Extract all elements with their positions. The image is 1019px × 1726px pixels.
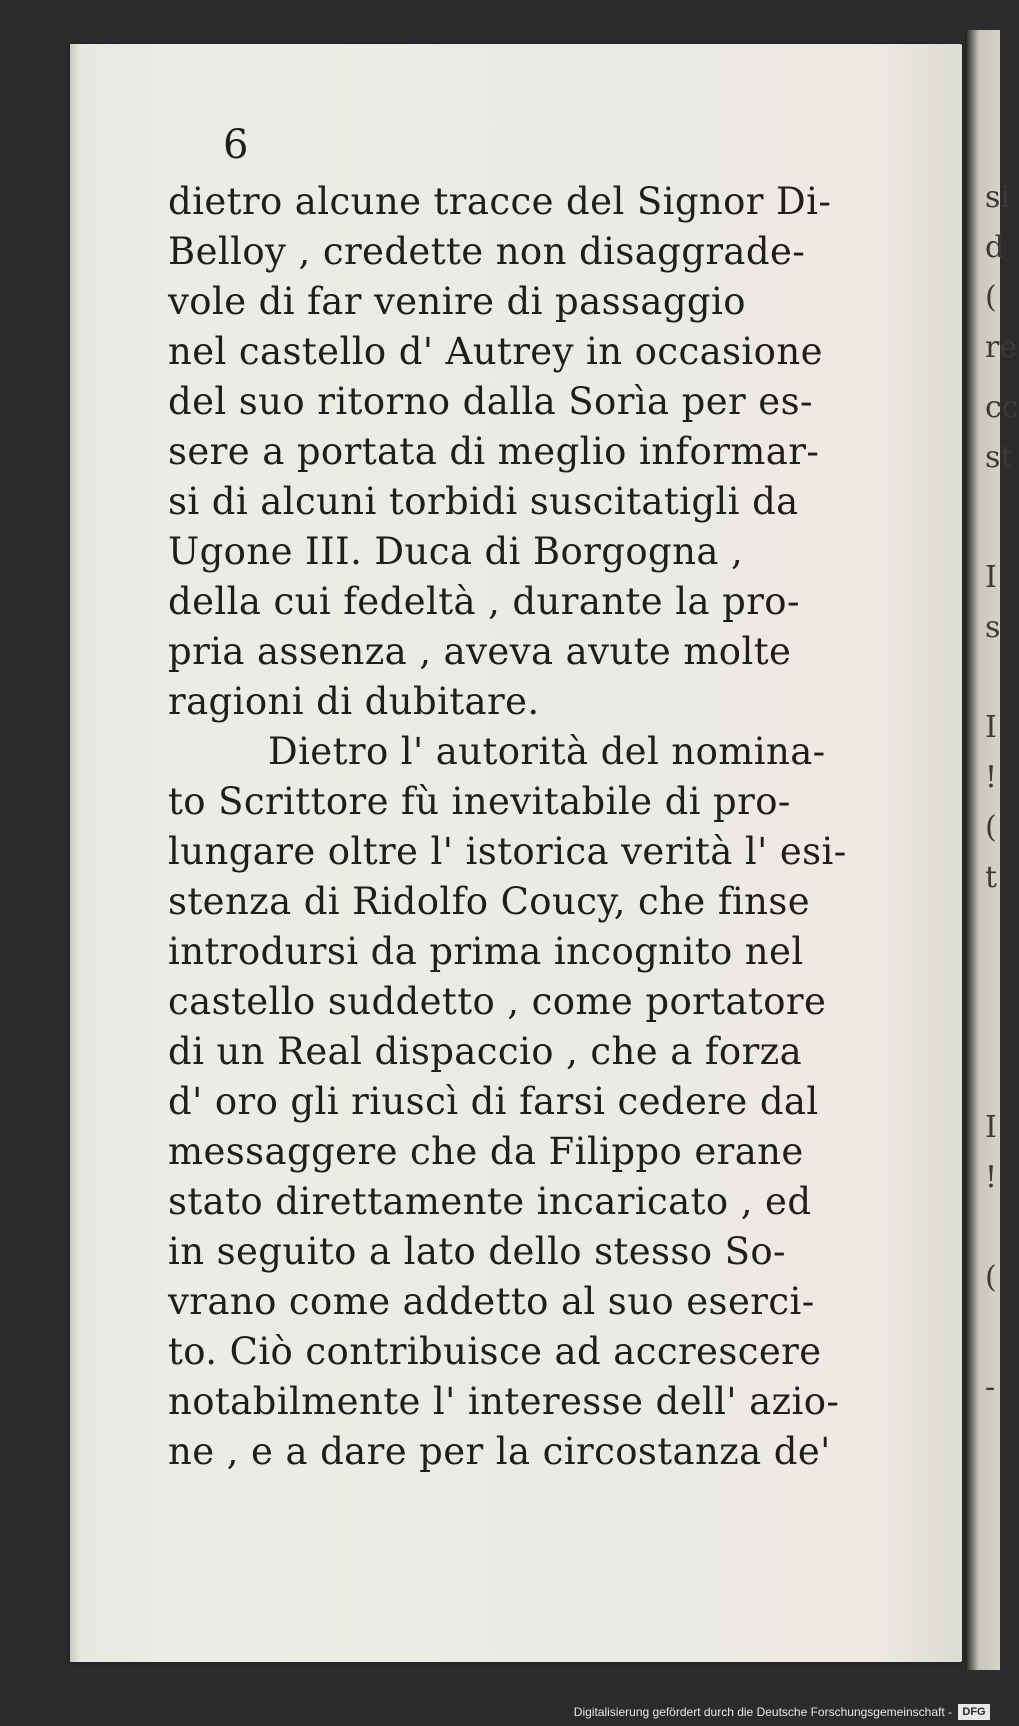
page-number: 6 bbox=[223, 122, 249, 168]
text-line: to Scrittore fù inevitabile di pro- bbox=[168, 780, 791, 823]
text-line: stato direttamente incaricato , ed bbox=[168, 1180, 812, 1223]
bleed-text: ! bbox=[985, 1160, 998, 1195]
text-line: messaggere che da Filippo erane bbox=[168, 1130, 804, 1173]
text-line: del suo ritorno dalla Sorìa per es- bbox=[168, 380, 813, 423]
text-line: ne , e a dare per la circostanza de' bbox=[168, 1430, 831, 1473]
text-line: lungare oltre l' istorica verità l' esi- bbox=[168, 830, 847, 873]
bleed-text: I bbox=[985, 1110, 997, 1145]
text-line: pria assenza , aveva avute molte bbox=[168, 630, 792, 673]
bleed-text: st bbox=[985, 440, 1013, 475]
paragraph-first-line: Dietro l' autorità del nomina- bbox=[268, 730, 826, 773]
bleed-text: - bbox=[985, 1370, 996, 1405]
bleed-text: d bbox=[985, 230, 1005, 265]
text-line: to. Ciò contribuisce ad accrescere bbox=[168, 1330, 822, 1373]
bleed-text: I bbox=[985, 710, 997, 745]
footer-bar bbox=[0, 1700, 1000, 1726]
text-line: stenza di Ridolfo Coucy, che finse bbox=[168, 880, 811, 923]
bleed-text: ( bbox=[985, 280, 997, 315]
bleed-text: I bbox=[985, 560, 997, 595]
page-edge-shadow bbox=[70, 44, 80, 1662]
bleed-text: ! bbox=[985, 760, 998, 795]
bleed-text: si bbox=[985, 180, 1010, 215]
text-line: nel castello d' Autrey in occasione bbox=[168, 330, 823, 373]
bleed-text: re bbox=[985, 330, 1018, 365]
funding-credit: Digitalisierung gefördert durch die Deutsche Forschungsgemeinschaft - bbox=[573, 1705, 952, 1719]
text-line: vole di far venire di passaggio bbox=[168, 280, 746, 323]
text-line: si di alcuni torbidi suscitatigli da bbox=[168, 480, 799, 523]
text-line: in seguito a lato dello stesso So- bbox=[168, 1230, 786, 1273]
text-line: Belloy , credette non disaggrade- bbox=[168, 230, 806, 273]
text-line: sere a portata di meglio informar- bbox=[168, 430, 820, 473]
text-line: d' oro gli riuscì di farsi cedere dal bbox=[168, 1080, 819, 1123]
text-line: ragioni di dubitare. bbox=[168, 680, 540, 723]
text-line: notabilmente l' interesse dell' azio- bbox=[168, 1380, 840, 1423]
adjacent-page-edge bbox=[965, 30, 1019, 1670]
bleed-text: t bbox=[985, 860, 998, 895]
text-line: della cui fedeltà , durante la pro- bbox=[168, 580, 800, 623]
bleed-text: ( bbox=[985, 1260, 997, 1295]
text-line: Ugone III. Duca di Borgogna , bbox=[168, 530, 744, 573]
bleed-text: cc bbox=[985, 390, 1019, 425]
text-line: dietro alcune tracce del Signor Di- bbox=[168, 180, 832, 223]
text-line: introdursi da prima incognito nel bbox=[168, 930, 804, 973]
bleed-text: s bbox=[985, 610, 1001, 645]
bleed-text: ( bbox=[985, 810, 997, 845]
text-line: di un Real dispaccio , che a forza bbox=[168, 1030, 803, 1073]
text-line: vrano come addetto al suo eserci- bbox=[168, 1280, 815, 1323]
text-line: castello suddetto , come portatore bbox=[168, 980, 827, 1023]
dfg-logo-icon: DFG bbox=[958, 1704, 990, 1720]
